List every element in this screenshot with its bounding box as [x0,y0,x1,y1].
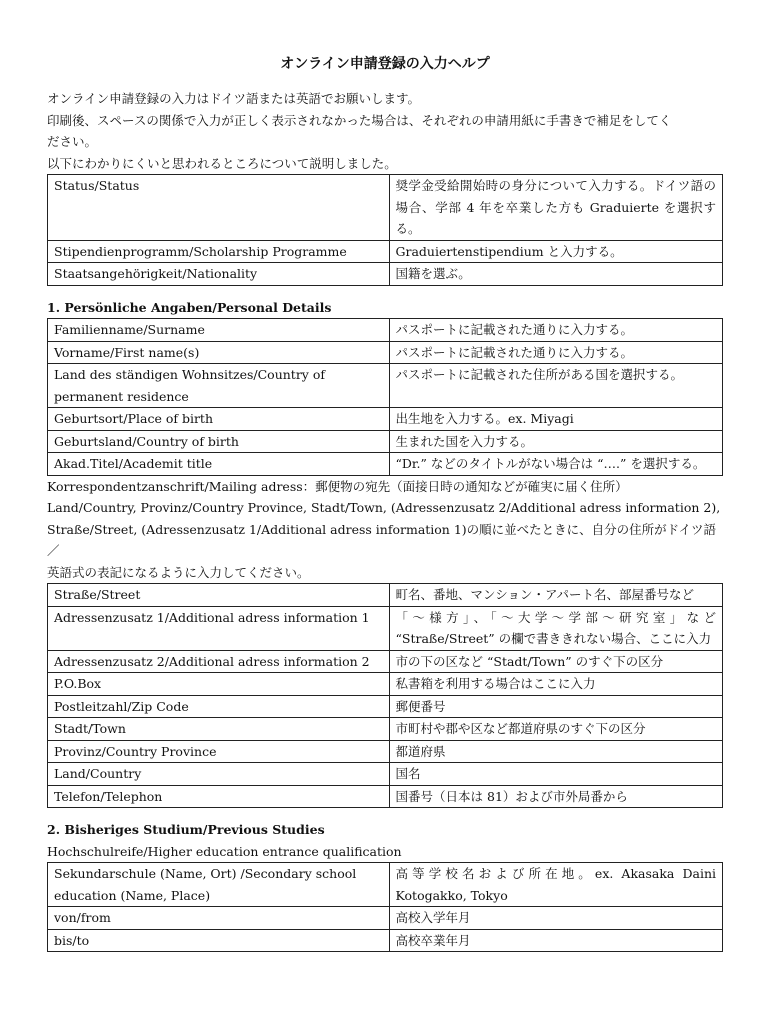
field-help: パスポートに記載された住所がある国を選択する。 [389,364,722,408]
table-row [48,863,723,907]
field-help: 都道府県 [389,740,722,763]
mailing-note: Straße/Street, (Adressenzusatz 1/Additional adress information 1)の順に並べたときに、自分の住所がドイツ語／ [47,521,717,558]
field-help: パスポートに記載された通りに入力する。 [389,341,722,364]
intro-line: ださい。 [47,134,98,149]
field-label: Staatsangehörigkeit/Nationality [48,263,390,286]
table-row [48,673,723,696]
help-page [47,54,723,952]
field-label: Familienname/Surname [48,319,390,342]
table-row [48,341,723,364]
field-help: 郵便番号 [389,695,722,718]
field-label: Akad.Titel/Academit title [48,453,390,476]
field-help: 生まれた国を入力する。 [389,430,722,453]
field-label: Stipendienprogramm/Scholarship Programme [48,240,390,263]
field-help: “Dr.” などのタイトルがない場合は “….” を選択する。 [389,453,722,476]
table-row [48,240,723,263]
field-label: Straße/Street [48,584,390,607]
section-heading: 1. Persönliche Angaben/Personal Details [47,299,332,315]
field-label: Geburtsort/Place of birth [48,408,390,431]
field-label: Stadt/Town [48,718,390,741]
intro-line: オンライン申請登録の入力はドイツ語または英語でお願いします。 [47,91,421,106]
general-table [47,174,723,286]
field-label: Vorname/First name(s) [48,341,390,364]
table-row [48,718,723,741]
field-help: 市の下の区など “Stadt/Town” のすぐ下の区分 [389,650,722,673]
personal-details-table [47,318,723,476]
table-row [48,408,723,431]
address-table [47,583,723,808]
table-row [48,263,723,286]
table-row [48,785,723,808]
table-row [48,319,723,342]
field-label: Land des ständigen Wohnsitzes/Country of permanent residence [48,364,390,408]
field-help: 国名 [389,763,722,786]
field-label: Adressenzusatz 2/Additional adress information 2 [48,650,390,673]
field-help: 国番号（日本は 81）および市外局番から [389,785,722,808]
intro-line: 印刷後、スペースの関係で入力が正しく表示されなかった場合は、それぞれの申請用紙に手書きで補足をしてく [47,112,672,128]
page-title: オンライン申請登録の入力ヘルプ [280,56,490,72]
field-label: Adressenzusatz 1/Additional adress information 1 [48,606,390,650]
field-label: von/from [48,907,390,930]
field-help: Graduiertenstipendium と入力する。 [389,240,722,263]
table-row [48,606,723,650]
mailing-note: Land/Country, Provinz/Country Province, Stadt/Town, (Adressenzusatz 2/Additional adress information 2), [47,500,721,515]
field-label: bis/to [48,929,390,952]
field-help: 出生地を入力する。ex. Miyagi [389,408,722,431]
field-help: 私書箱を利用する場合はここに入力 [389,673,722,696]
intro-line: 以下にわかりにくいと思われるところについて説明しました。 [47,155,397,171]
field-help: 市町村や郡や区など都道府県のすぐ下の区分 [389,718,722,741]
field-help: 「～様方」、「～大学～学部～研究室」など “Straße/Street” の欄で書ききれない場合、ここに入力 [389,606,722,650]
field-label: Sekundarschule (Name, Ort) /Secondary school education (Name, Place) [48,863,390,907]
field-label: Land/Country [48,763,390,786]
table-row [48,430,723,453]
field-help: 高等学校名および所在地。ex. Akasaka Daini Kotogakko, Tokyo [389,863,722,907]
section-subheading: Hochschulreife/Higher education entrance qualification [47,843,402,859]
table-row [48,650,723,673]
table-row [48,763,723,786]
mailing-note: 英語式の表記になるように入力してください。 [47,564,310,580]
field-help: 奨学金受給開始時の身分について入力する。ドイツ語の場合、学部 4 年を卒業した方も Graduierte を選択する。 [389,175,722,241]
table-row [48,584,723,607]
table-row [48,364,723,408]
table-row [48,907,723,930]
table-row [48,929,723,952]
mailing-note: Korrespondentzanschrift/Mailing adress：郵便物の宛先（面接日時の通知などが確実に届く住所） [47,478,628,494]
field-help: 高校卒業年月 [389,929,722,952]
field-help: 町名、番地、マンション・アパート名、部屋番号など [389,584,722,607]
field-label: Telefon/Telephon [48,785,390,808]
field-label: Postleitzahl/Zip Code [48,695,390,718]
field-label: Geburtsland/Country of birth [48,430,390,453]
section-heading: 2. Bisheriges Studium/Previous Studies [47,822,325,837]
field-help: 高校入学年月 [389,907,722,930]
field-label: Provinz/Country Province [48,740,390,763]
field-help: 国籍を選ぶ。 [389,263,722,286]
table-row [48,175,723,241]
field-label: Status/Status [48,175,390,241]
table-row [48,453,723,476]
table-row [48,695,723,718]
previous-studies-table [47,862,723,952]
table-row [48,740,723,763]
field-help: パスポートに記載された通りに入力する。 [389,319,722,342]
field-label: P.O.Box [48,673,390,696]
